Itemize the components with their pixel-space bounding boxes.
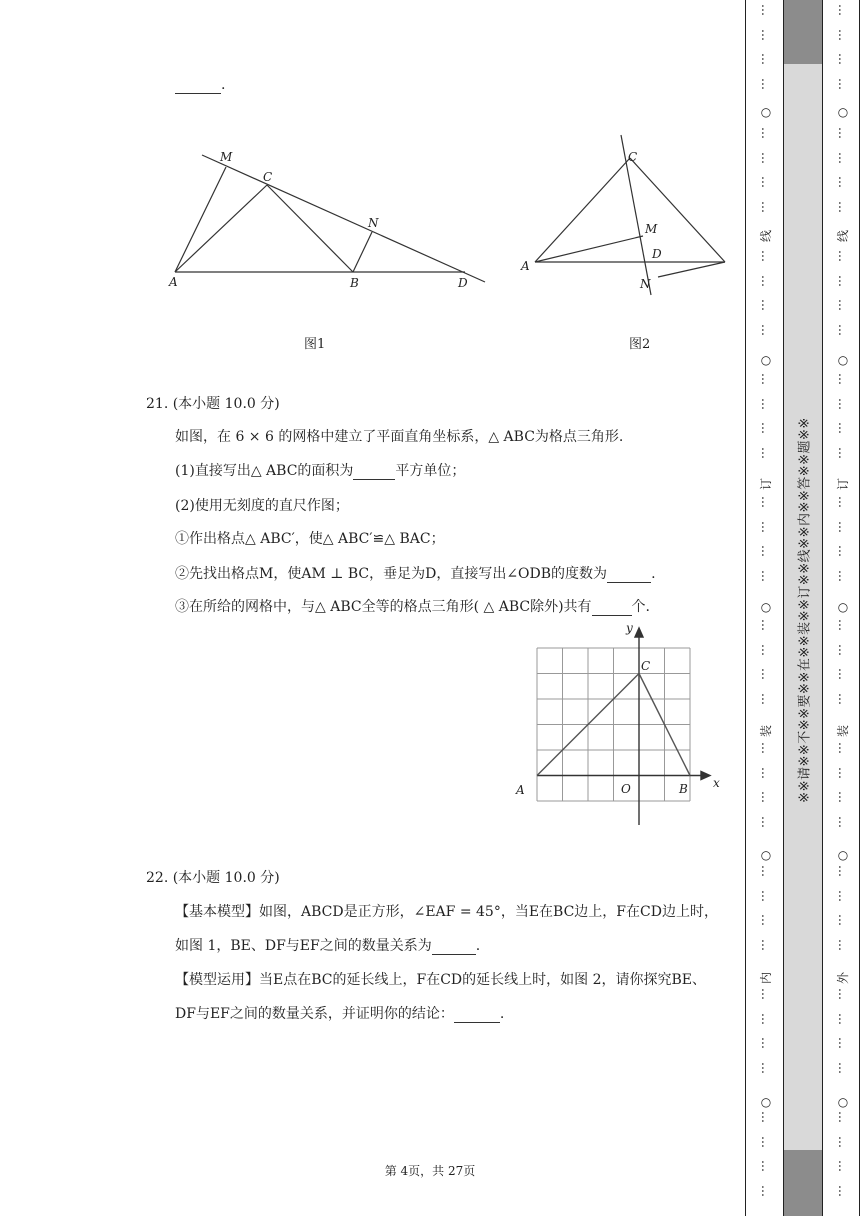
binding-dots: … [836, 250, 850, 262]
binding-word: 外 [836, 972, 850, 985]
binding-word: 装 [836, 725, 850, 738]
binding-dots: … [759, 815, 773, 828]
binding-dots: … [836, 938, 850, 951]
binding-dots: … [759, 889, 773, 902]
binding-dots: … [836, 28, 850, 41]
binding-dots: … [836, 1111, 850, 1123]
binding-dots: … [759, 250, 773, 262]
binding-dots: … [759, 545, 773, 558]
binding-dots: … [759, 176, 773, 189]
binding-dots: … [759, 865, 773, 877]
binding-dots: … [836, 545, 850, 558]
binding-dots: … [759, 373, 773, 385]
label-x: x [713, 776, 720, 790]
binding-warning-text: ※※请※※不※※要※※在※※装※※订※※线※※内※※答※※题※※ [797, 417, 813, 803]
binding-dots: … [836, 766, 850, 779]
label-n: N [368, 216, 379, 230]
answer-blank [353, 465, 395, 480]
binding-dots: … [836, 668, 850, 681]
binding-dots: … [836, 77, 850, 90]
figure2-diagram [515, 130, 730, 300]
binding-dots: … [759, 1111, 773, 1123]
segment-ac [175, 185, 267, 272]
binding-dots: … [759, 127, 773, 139]
figure1-diagram [160, 140, 500, 300]
binding-dots: … [759, 1160, 773, 1173]
binding-dots: … [836, 1184, 850, 1197]
binding-dots: … [759, 151, 773, 164]
binding-dots: … [836, 274, 850, 287]
binding-dots: … [836, 373, 850, 385]
binding-border-mid-left [783, 0, 784, 1216]
binding-dots: … [836, 988, 850, 1000]
top-blank-line: . [175, 76, 225, 94]
label-o: O [621, 782, 631, 796]
coordinate-grid-figure [510, 615, 730, 830]
binding-dots: … [836, 1135, 850, 1148]
binding-dots: … [759, 692, 773, 705]
binding-dots: … [759, 1135, 773, 1148]
binding-circle: ○ [760, 105, 772, 119]
label-n: N [640, 277, 651, 291]
binding-dots: … [836, 323, 850, 336]
q21-number: 21. [146, 396, 169, 412]
binding-dots: … [836, 791, 850, 804]
binding-border-left [745, 0, 746, 1216]
binding-dots: … [759, 1061, 773, 1074]
q21-sub1: ①作出格点△ ABC′，使△ ABC′≌△ BAC； [175, 531, 445, 547]
binding-word: 装 [759, 725, 773, 738]
label-d: D [652, 247, 662, 261]
binding-dots: … [836, 643, 850, 656]
binding-dots: … [759, 200, 773, 213]
label-c: C [263, 170, 273, 184]
binding-dots: … [836, 299, 850, 312]
binding-dots: … [836, 1061, 850, 1074]
y-axis-arrow-icon [635, 628, 643, 637]
binding-dots: … [759, 569, 773, 582]
binding-outer-column [828, 0, 858, 1216]
binding-dots: … [759, 422, 773, 435]
binding-circle: ○ [837, 848, 849, 862]
binding-dots: … [759, 520, 773, 533]
q22-line1: 【基本模型】如图，ABCD是正方形，∠EAF = 45°，当E在BC边上，F在CD边上时， [175, 904, 718, 920]
binding-dots: … [836, 815, 850, 828]
binding-dots: … [836, 692, 850, 705]
label-d: D [458, 276, 468, 290]
q22-header [146, 869, 280, 887]
binding-circle: ○ [837, 353, 849, 367]
binding-bottom-block [783, 1150, 823, 1216]
binding-top-block [783, 0, 823, 64]
segment-bn [353, 232, 372, 272]
binding-dots: … [836, 1037, 850, 1050]
binding-circle: ○ [760, 600, 772, 614]
label-m: M [220, 150, 233, 164]
binding-dots: … [836, 127, 850, 139]
binding-dots: … [836, 914, 850, 927]
figure2-caption: 图2 [629, 337, 651, 352]
q21-intro: 如图，在 6 × 6 的网格中建立了平面直角坐标系，△ ABC为格点三角形. [175, 429, 624, 445]
binding-dots: … [759, 446, 773, 459]
binding-dots: … [836, 151, 850, 164]
binding-dots: … [759, 619, 773, 631]
figure1-caption: 图1 [304, 337, 326, 352]
binding-dots: … [836, 496, 850, 508]
segment-ac [535, 158, 630, 262]
binding-dots: … [836, 619, 850, 631]
binding-word: 内 [759, 972, 773, 985]
binding-border-mid-right [822, 0, 823, 1216]
binding-circle: ○ [760, 848, 772, 862]
binding-word: 线 [836, 230, 850, 243]
binding-dots: … [759, 323, 773, 336]
q22-score: (本小题 10.0 分) [172, 870, 280, 886]
binding-dots: … [836, 4, 850, 16]
page-footer: 第 4页，共 27页 [384, 1164, 476, 1178]
binding-dots: … [836, 520, 850, 533]
q21-part2: (2)使用无刻度的直尺作图； [175, 498, 349, 514]
label-c: C [641, 659, 651, 673]
binding-dots: … [836, 889, 850, 902]
binding-dots: … [836, 446, 850, 459]
q22-line4: DF与EF之间的数量关系，并证明你的结论： . [175, 1006, 505, 1022]
binding-circle: ○ [837, 1095, 849, 1109]
binding-dots: … [759, 643, 773, 656]
binding-dots: … [759, 77, 773, 90]
binding-dots: … [836, 1160, 850, 1173]
binding-dots: … [836, 200, 850, 213]
binding-dots: … [759, 1012, 773, 1025]
binding-word: 订 [759, 478, 773, 491]
binding-dots: … [759, 274, 773, 287]
label-a: A [516, 783, 525, 797]
answer-blank [607, 568, 651, 583]
q22-line2: 如图 1，BE、DF与EF之间的数量关系为 . [175, 938, 481, 954]
binding-word: 订 [836, 478, 850, 491]
binding-circle: ○ [837, 600, 849, 614]
q21-header [146, 395, 280, 413]
label-m: M [645, 222, 658, 236]
binding-circle: ○ [760, 353, 772, 367]
binding-dots: … [836, 176, 850, 189]
q21-score: (本小题 10.0 分) [172, 396, 280, 412]
binding-dots: … [759, 988, 773, 1000]
q21-part1: (1)直接写出△ ABC的面积为 平方单位； [175, 463, 466, 479]
binding-dots: … [759, 496, 773, 508]
binding-dots: … [759, 397, 773, 410]
binding-dots: … [836, 397, 850, 410]
binding-dots: … [759, 914, 773, 927]
answer-blank [432, 940, 476, 955]
binding-dots: … [836, 742, 850, 754]
segment-am [535, 236, 643, 262]
label-a: A [169, 275, 178, 289]
label-y: y [626, 621, 633, 635]
binding-dots: … [759, 742, 773, 754]
q21-sub2: ②先找出格点M，使AM ⊥ BC，垂足为D，直接写出∠ODB的度数为 . [175, 566, 656, 582]
binding-inner-column [751, 0, 781, 1216]
binding-dots: … [759, 1184, 773, 1197]
label-c: C [628, 150, 638, 164]
q22-number: 22. [146, 870, 169, 886]
binding-dots: … [759, 766, 773, 779]
label-b: B [350, 276, 359, 290]
segment-cb [267, 185, 353, 272]
answer-blank [175, 79, 221, 94]
binding-dots: … [759, 938, 773, 951]
binding-dots: … [759, 28, 773, 41]
segment-n-right [658, 262, 725, 277]
binding-dots: … [836, 53, 850, 66]
label-b: B [679, 782, 688, 796]
answer-blank [454, 1008, 500, 1023]
segment-am [175, 167, 226, 272]
label-a: A [521, 259, 530, 273]
binding-dots: … [836, 865, 850, 877]
answer-blank [592, 601, 632, 616]
segment-c-right [630, 158, 725, 262]
binding-dots: … [759, 668, 773, 681]
binding-dots: … [759, 791, 773, 804]
binding-dots: … [836, 569, 850, 582]
q21-sub3: ③在所给的网格中，与△ ABC全等的格点三角形( △ ABC除外)共有 个. [175, 599, 650, 615]
binding-dots: … [836, 1012, 850, 1025]
binding-dots: … [759, 1037, 773, 1050]
binding-circle: ○ [837, 105, 849, 119]
q22-line3: 【模型运用】当E点在BC的延长线上，F在CD的延长线上时，如图 2，请你探究BE、 [175, 972, 706, 988]
binding-dots: … [759, 299, 773, 312]
binding-word: 线 [759, 230, 773, 243]
x-axis-arrow-icon [701, 772, 710, 780]
binding-dots: … [759, 4, 773, 16]
binding-dots: … [836, 422, 850, 435]
binding-dots: … [759, 53, 773, 66]
binding-circle: ○ [760, 1095, 772, 1109]
grid-lines [537, 648, 690, 801]
